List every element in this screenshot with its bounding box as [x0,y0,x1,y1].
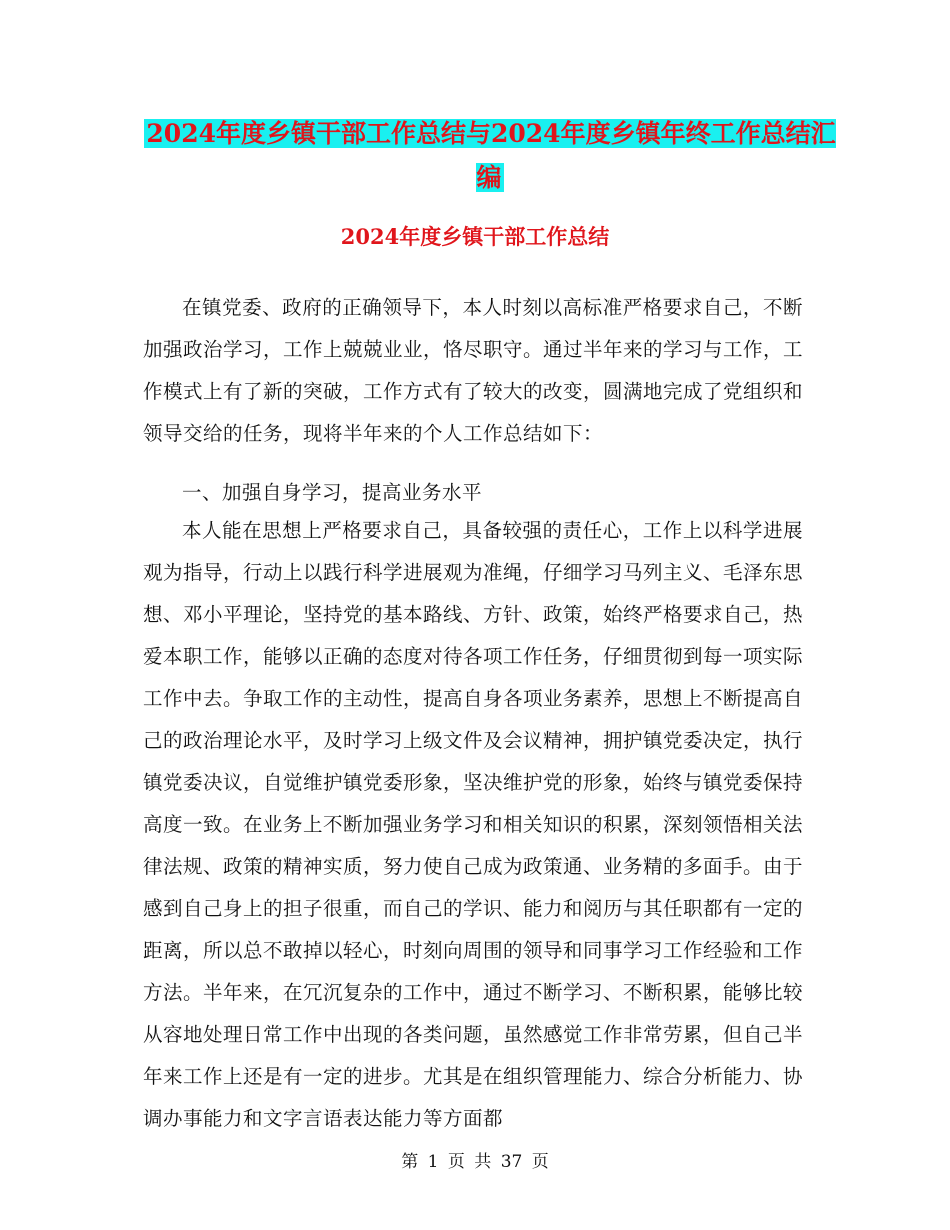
body-paragraph-2: 本人能在思想上严格要求自己，具备较强的责任心，工作上以科学进展观为指导，行动上以践行科学进展观为准绳，仔细学习马列主义、毛泽东思想、邓小平理论，坚持党的基本路线、方针、政策，始终严格要求自己，热爱本职工作，能够以正确的态度对待各项工作任务，仔细贯彻到每一项实际工作中去。争取工作的主动性，提高自身各项业务素养，思想上不断提高自己的政治理论水平，及时学习上级文件及会议精神，拥护镇党委决定，执行镇党委决议，自觉维护镇党委形象，坚决维护党的形象，始终与镇党委保持高度一致。在业务上不断加强业务学习和相关知识的积累，深刻领悟相关法律法规、政策的精神实质，努力使自己成为政策通、业务精的多面手。由于感到自己身上的担子很重，而自己的学识、能力和阅历与其任职都有一定的距离，所以总不敢掉以轻心，时刻向周围的领导和同事学习工作经验和工作方法。半年来，在冗沉复杂的工作中，通过不断学习、不断积累，能够比较从容地处理日常工作中出现的各类问题，虽然感觉工作非常劳累，但自己半年来工作上还是有一定的进步。尤其是在组织管理能力、综合分析能力、协调办事能力和文字言语表达能力等方面都 [143,519,804,1130]
subheading-1: 一、加强自身学习，提高业务水平 [182,481,483,504]
document-title [140,112,840,200]
section-title: 2024年度乡镇干部工作总结 [340,224,610,249]
document-title-text: 2024年度乡镇干部工作总结与2024年度乡镇年终工作总结汇编 [146,119,836,192]
intro-paragraph: 在镇党委、政府的正确领导下，本人时刻以高标准严格要求自己，不断加强政治学习，工作上兢兢业业，恪尽职守。通过半年来的学习与工作，工作模式上有了新的突破，工作方式有了较大的改变，圆满地完成了党组织和领导交给的任务，现将半年来的个人工作总结如下： [143,296,804,445]
page-number-footer: 第 1 页 共 37 页 [401,1152,549,1172]
